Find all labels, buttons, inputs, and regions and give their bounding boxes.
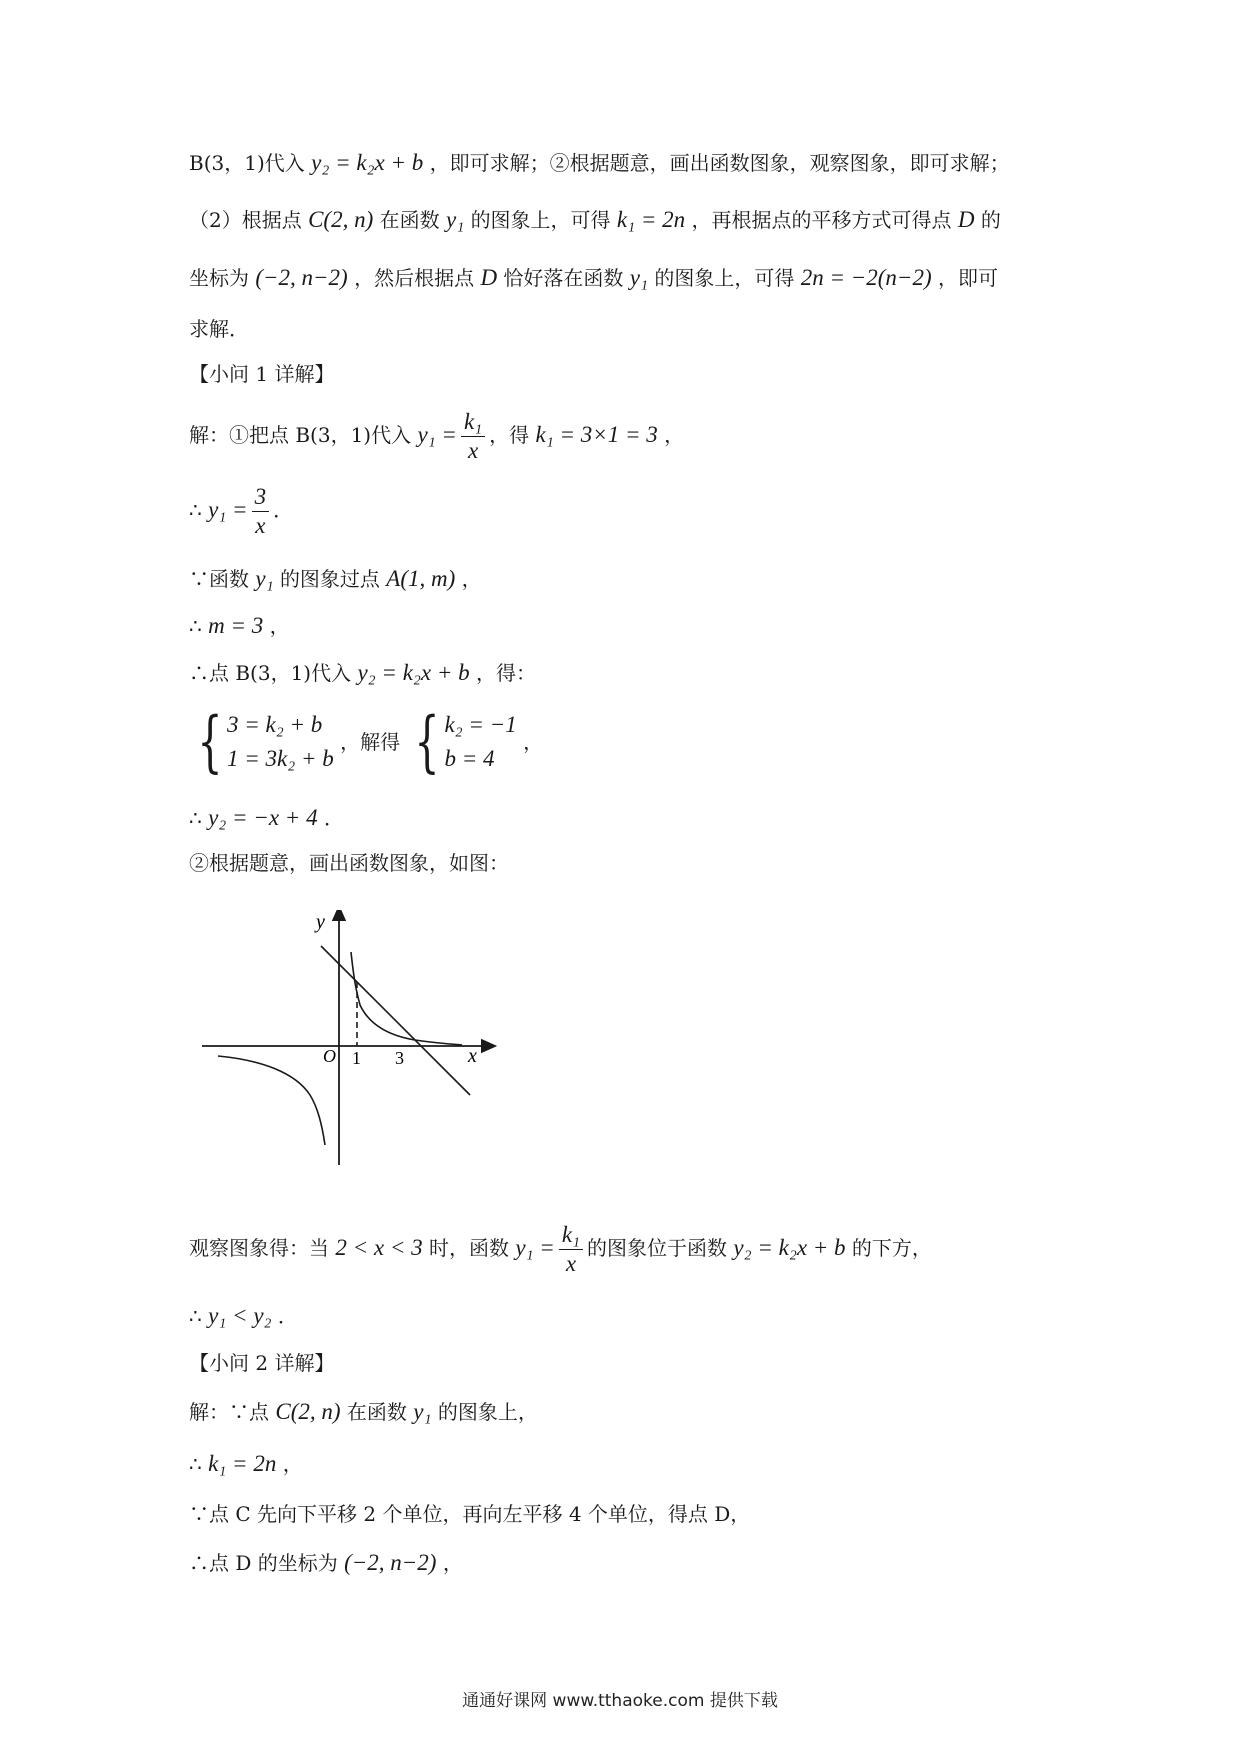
fraction-numerator: 3 [252,485,270,512]
point-expression: A(1, m) [386,566,456,591]
text-segment: ，然后根据点 [354,266,475,290]
variable: y₁ [445,207,465,232]
equation-system-1 [227,708,334,776]
left-brace: { [414,703,441,780]
fraction-numerator: k₁ [461,410,485,437]
point-expression: C(2, n) [275,1399,341,1424]
point-expression: C(2, n) [308,207,374,232]
system-row: k₂ = −1 [444,712,517,737]
text-segment: ，即可 [937,266,998,290]
text-segment: ， [282,1452,303,1476]
system-row: 3 = k₂ + b [227,712,323,737]
therefore-symbol: ∴ [189,498,202,522]
y-axis-label: y [316,911,325,933]
variable: y₁ [629,265,648,290]
equation: y₁ = [417,422,457,447]
text-line-4 [189,316,249,342]
fraction-denominator: x [255,513,266,538]
text-segment: 在函数 [346,1400,407,1424]
text-segment: ，得： [476,661,536,685]
equation: 2n = −2(n−2) [800,265,932,290]
fraction-numerator: k₁ [559,1223,583,1250]
text-segment: ， [523,730,544,754]
equation: y₁ = [208,497,248,522]
text-segment: ∴点 D 的坐标为 [189,1551,338,1575]
text-segment: 的图象过点 [279,567,380,591]
page-footer: 通通好课网 www.tthaoke.com 提供下载 [462,1691,778,1711]
text-line-2 [189,207,1001,233]
equation: k₁ = 3×1 = 3 [535,422,658,447]
solution-line-2 [189,483,293,538]
fraction-denominator: x [467,438,479,463]
text-segment: ∵函数 [189,567,249,591]
text-segment: ，解得 [340,730,401,754]
text-line-3 [189,265,998,291]
text-segment: （2）根据点 [189,208,302,232]
therefore-symbol: ∴ [189,614,202,638]
part2-line-4 [189,1550,463,1576]
variable: y₁ [255,566,274,591]
equation: k₁ = 2n [616,207,686,232]
solution-line-1 [189,408,684,463]
text-segment: ②根据题意，画出函数图象，如图： [189,851,509,875]
point-expression: (−2, n−2) [344,1550,437,1575]
text-segment: ， [664,423,685,447]
solution-line-5 [189,660,536,686]
text-segment: 的下方， [851,1236,932,1260]
fraction [461,410,485,463]
observation-line [189,1218,932,1278]
inequality: y₁ < y₂ [208,1303,272,1328]
point-expression: (−2, n−2) [255,265,348,290]
heading-text: 【小问 2 详解】 [189,1351,335,1375]
equation-systems [189,703,544,780]
text-segment: ，即可求解；②根据题意，画出函数图象，观察图象，即可求解； [429,151,1010,175]
x-axis-label: x [468,1045,477,1067]
section-heading-1 [189,361,334,387]
variable: y₁ [413,1399,432,1424]
therefore-symbol: ∴ [189,1304,202,1328]
text-line-1 [189,150,1010,176]
equation: y₂ = −x + 4 [208,805,318,830]
solution-line-4 [189,613,290,639]
equation: y₂ = k₂x + b [357,660,470,685]
text-segment: ， [269,614,290,638]
equation: k₁ = 2n [208,1451,277,1476]
variable: D [957,207,975,232]
part2-line-3 [189,1501,750,1527]
text-segment: 在函数 [379,208,440,232]
text-segment: ． [277,1304,298,1328]
text-segment: ， [461,567,482,591]
equation: y₂ = k₂x + b [311,150,424,175]
system-row: b = 4 [444,746,495,771]
text-segment: ，得 [489,423,530,447]
text-segment: 求解． [189,317,249,341]
conclusion-line [189,1303,298,1329]
inequality: 2 < x < 3 [335,1235,423,1260]
function-graph-figure [200,910,500,1170]
origin-label: O [323,1046,336,1066]
tick-label-3: 3 [395,1048,404,1068]
text-segment: 的图象上， [437,1400,538,1424]
text-segment: ∴点 B(3，1)代入 [189,661,352,685]
section-heading-2 [189,1350,334,1376]
text-segment: 的图象上，可得 [654,266,795,290]
part2-line-1 [189,1399,538,1425]
text-segment: 观察图象得：当 [189,1236,329,1260]
left-brace: { [197,703,223,780]
part2-line-2 [189,1451,303,1477]
fraction [559,1223,583,1276]
equation: m = 3 [208,613,264,638]
text-segment: ∵点 C 先向下平移 2 个单位，再向左平移 4 个单位，得点 D， [189,1502,751,1526]
text-segment: ， [442,1551,463,1575]
heading-text: 【小问 1 详解】 [189,362,335,386]
text-segment: 时，函数 [428,1236,509,1260]
equation: y₁ = [515,1235,555,1260]
fraction-denominator: x [565,1251,577,1276]
solution-line-3 [189,566,482,592]
variable: D [480,265,498,290]
system-row: 1 = 3k₂ + b [227,746,334,771]
solution-line-6 [189,805,344,831]
text-segment: B(3，1)代入 [189,151,305,175]
therefore-symbol: ∴ [189,806,202,830]
equation-system-2 [444,708,516,776]
equation: y₂ = k₂x + b [733,1235,846,1260]
text-segment: 坐标为 [189,266,249,290]
text-segment: ，再根据点的平移方式可得点 [691,208,952,232]
solution-line-7 [189,850,509,876]
text-segment: ． [323,806,344,830]
text-segment: 的图象位于函数 [587,1236,728,1260]
text-segment: 的 [980,208,1001,232]
text-segment: 解：①把点 B(3，1)代入 [189,423,412,447]
linear-function-line [321,946,470,1095]
fraction [252,485,270,538]
text-segment: 的图象上，可得 [470,208,611,232]
text-segment: ． [273,498,294,522]
text-segment: 恰好落在函数 [503,266,624,290]
therefore-symbol: ∴ [189,1452,202,1476]
tick-label-1: 1 [352,1048,361,1068]
text-segment: 解：∵点 [189,1400,269,1424]
hyperbola-branch-left [218,1056,325,1145]
